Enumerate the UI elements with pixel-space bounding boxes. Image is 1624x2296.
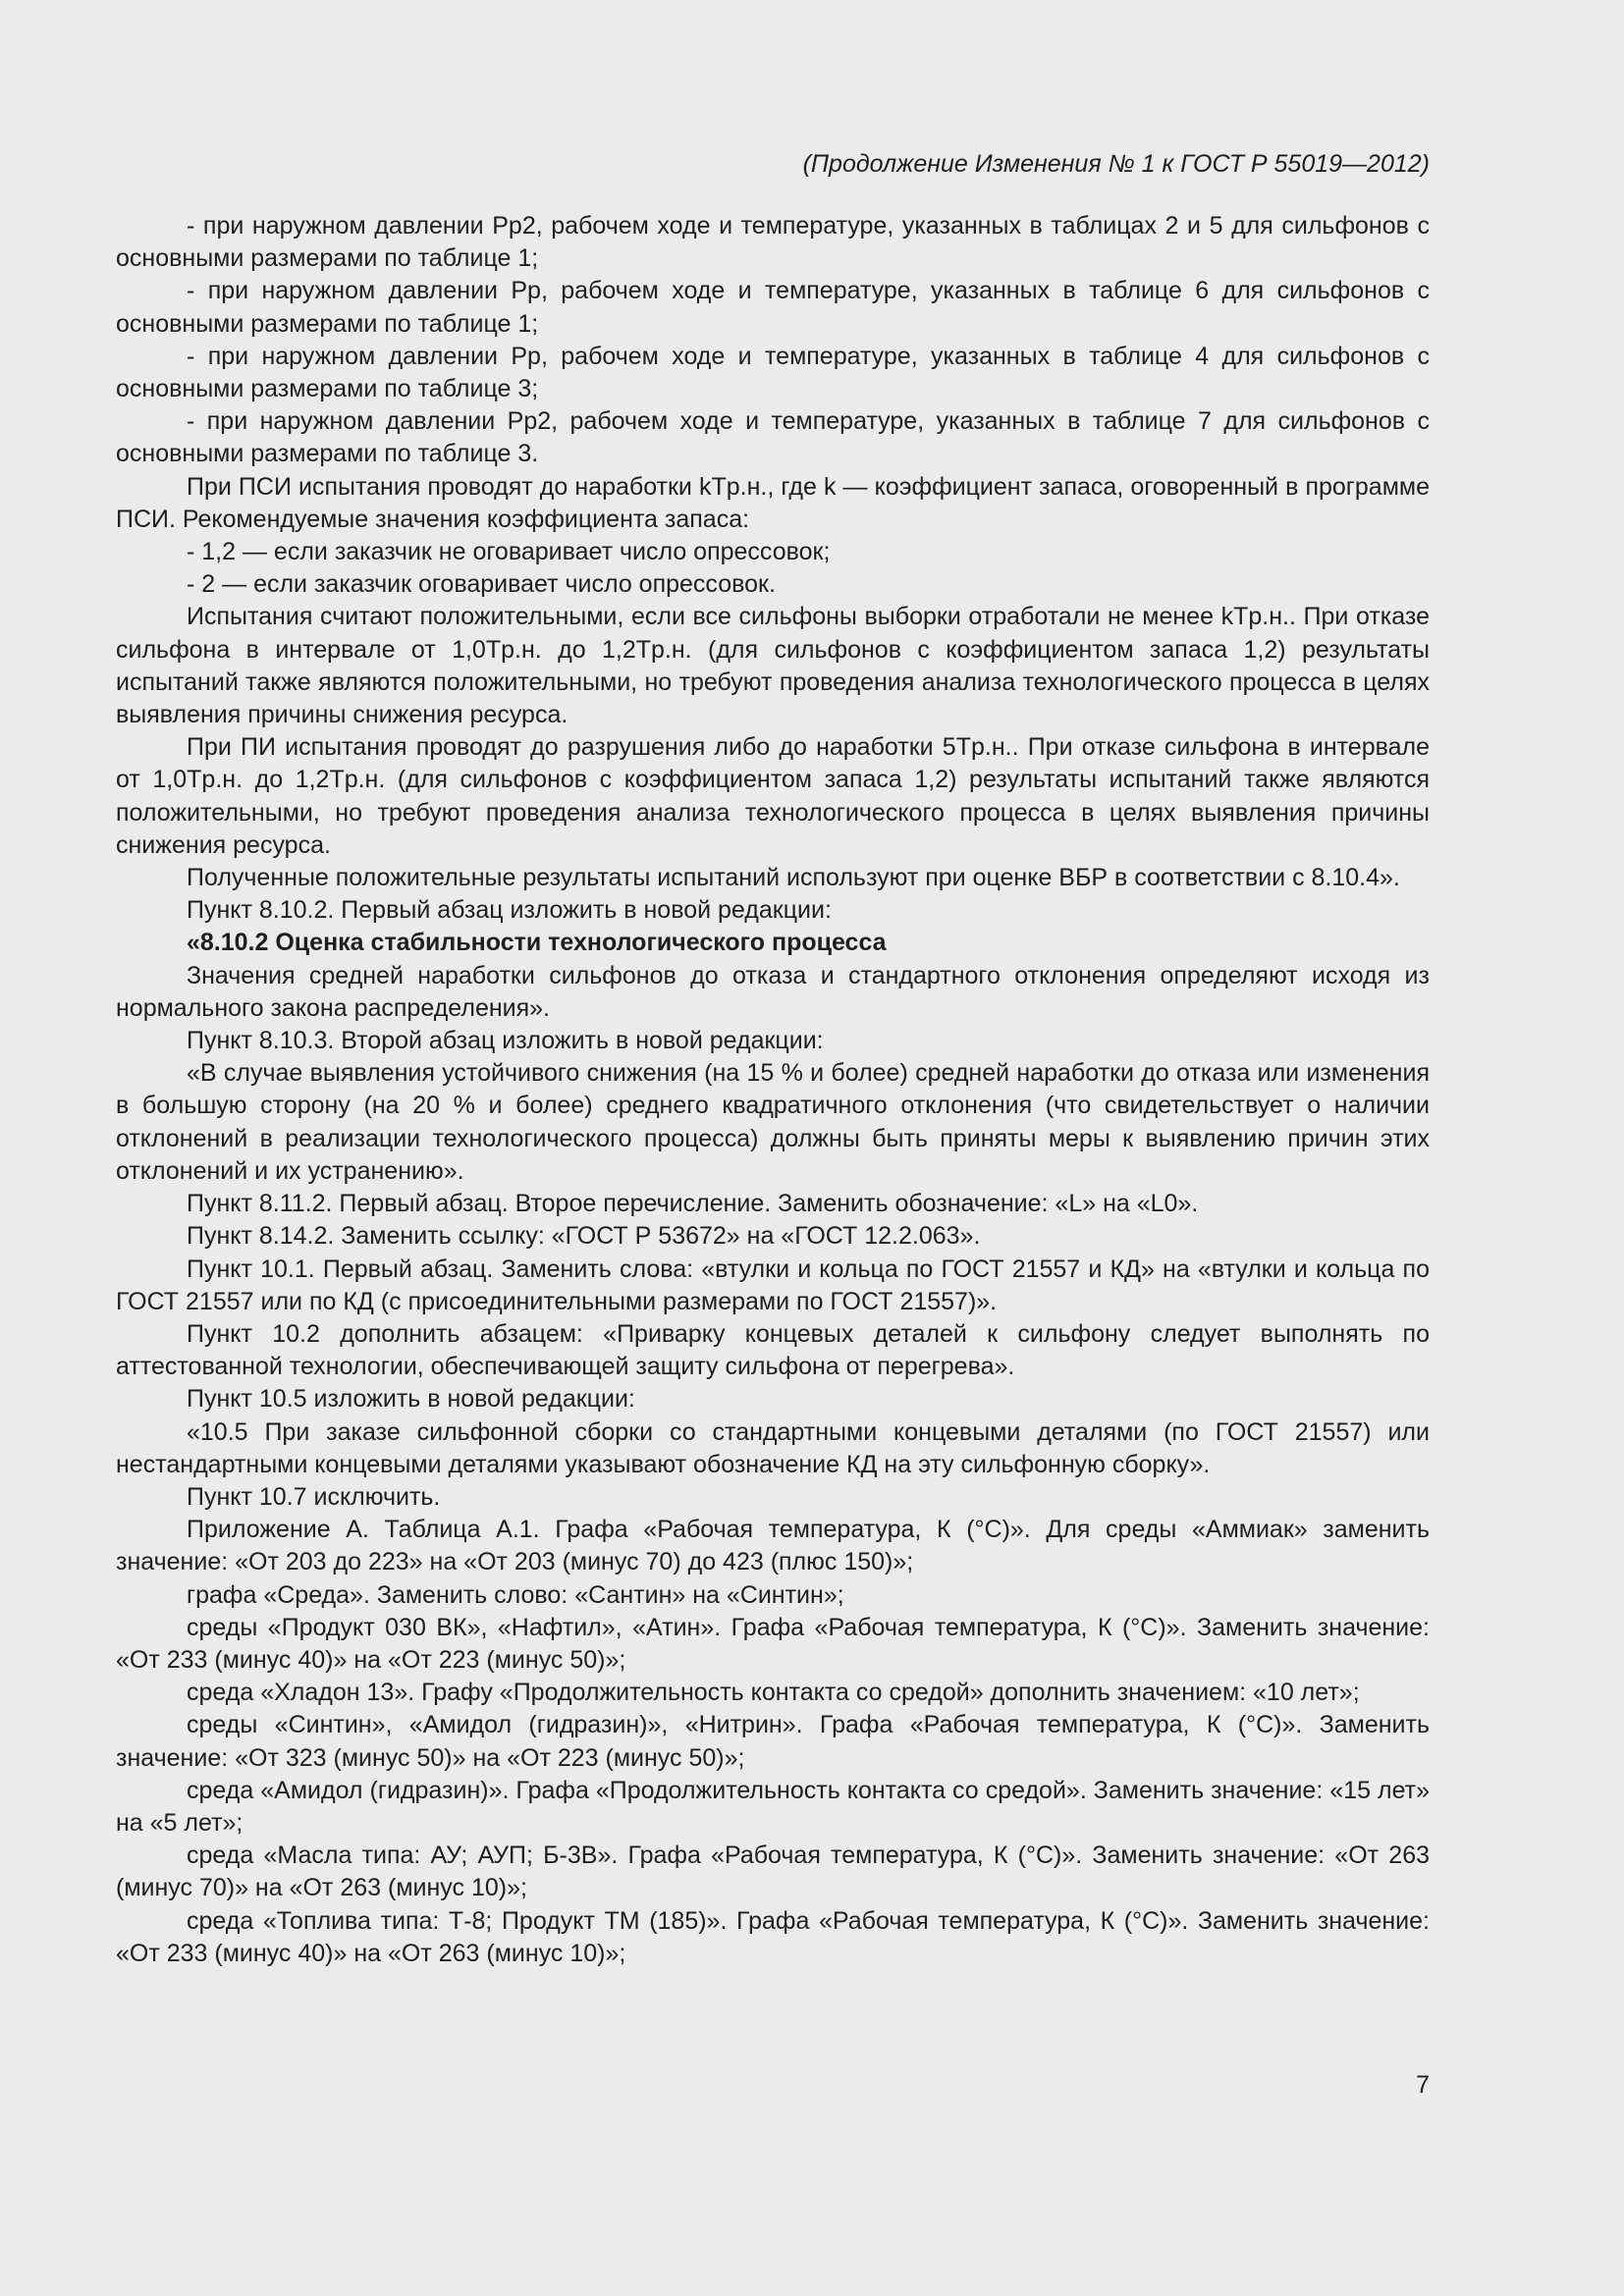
paragraph: - при наружном давлении Pp2, рабочем ходе и температуре, указанных в таблицах 2 и 5 для сильфонов с основными размерами по таблице 1; [116, 212, 1430, 273]
paragraph: - 1,2 — если заказчик не оговаривает число опрессовок; [187, 538, 831, 566]
paragraph: среда «Масла типа: АУ; АУП; Б-3В». Графа «Рабочая температура, К (°С)». Заменить значение: «От 263 (минус 70)» на «От 263 (минус 10)»; [116, 1842, 1430, 1902]
paragraph: - при наружном давлении Pp2, рабочем ходе и температуре, указанных в таблице 7 для сильфонов с основными размерами по таблице 3. [116, 407, 1430, 468]
paragraph: Пункт 8.14.2. Заменить ссылку: «ГОСТ Р 53672» на «ГОСТ 12.2.063». [187, 1222, 981, 1251]
paragraph: Значения средней наработки сильфонов до отказа и стандартного отклонения определяют исходя из нормального закона распределения». [116, 961, 1430, 1022]
paragraph: среды «Продукт 030 ВК», «Нафтил», «Атин». Графа «Рабочая температура, К (°С)». Заменить значение: «От 233 (минус 40)» на «От 223 (минус 50)»; [116, 1613, 1430, 1674]
paragraph: среда «Хладон 13». Графу «Продолжительность контакта со средой» дополнить значением: «10 лет»; [187, 1679, 1360, 1707]
paragraph: Пункт 10.2 дополнить абзацем: «Приварку концевых деталей к сильфону следует выполнять по аттестованной технологии, обеспечивающей защиту сильфона от перегрева». [116, 1319, 1430, 1381]
paragraph: графа «Среда». Заменить слово: «Сантин» на «Синтин»; [187, 1580, 844, 1609]
paragraph: Пункт 8.11.2. Первый абзац. Второе перечисление. Заменить обозначение: «L» на «L0». [187, 1190, 1199, 1218]
paragraph: - при наружном давлении Pp, рабочем ходе и температуре, указанных в таблице 4 для сильфонов с основными размерами по таблице 3; [116, 342, 1430, 403]
paragraph: среды «Синтин», «Амидол (гидразин)», «Нитрин». Графа «Рабочая температура, К (°С)». Заменить значение: «От 323 (минус 50)» на «От 223 (минус 50)»; [116, 1711, 1430, 1772]
running-header: (Продолжение Изменения № 1 к ГОСТ Р 55019—2012) [802, 150, 1430, 178]
paragraph: Пункт 10.7 исключить. [187, 1482, 441, 1511]
paragraph: - 2 — если заказчик оговаривает число опрессовок. [187, 570, 776, 599]
paragraph: Пункт 8.10.3. Второй абзац изложить в новой редакции: [187, 1027, 824, 1055]
paragraph: «В случае выявления устойчивого снижения (на 15 % и более) средней наработки до отказа или изменения в большую сторону (на 20 % и более) среднего квадратичного отклонения (что свидетельствует о наличии отклонений в реализации технологического процесса) должны быть приняты меры к выявлению причин этих отклонений и их устранению». [116, 1059, 1430, 1185]
paragraph: «10.5 При заказе сильфонной сборки со стандартными концевыми деталями (по ГОСТ 21557) или нестандартными концевыми деталями указывают обозначение КД на эту сильфонную сборку». [116, 1417, 1430, 1478]
paragraph: Испытания считают положительными, если все сильфоны выборки отработали не менее kTр.н.. При отказе сильфона в интервале от 1,0Tр.н. до 1,2Tр.н. (для сильфонов с коэффициентом запаса 1,2) результаты испытаний также являются положительными, но требуют проведения анализа технологического процесса в целях выявления причины снижения ресурса. [116, 603, 1430, 729]
section-heading: «8.10.2 Оценка стабильности технологического процесса [187, 929, 887, 957]
paragraph: При ПИ испытания проводят до разрушения либо до наработки 5Tр.н.. При отказе сильфона в интервале от 1,0Tр.н. до 1,2Tр.н. (для сильфонов с коэффициентом запаса 1,2) результаты испытаний также являются положительными, но требуют проведения анализа технологического процесса в целях выявления причины снижения ресурса. [116, 733, 1430, 859]
paragraph: При ПСИ испытания проводят до наработки kTр.н., где k — коэффициент запаса, оговоренный в программе ПСИ. Рекомендуемые значения коэффициента запаса: [116, 472, 1430, 533]
paragraph: среда «Амидол (гидразин)». Графа «Продолжительность контакта со средой». Заменить значение: «15 лет» на «5 лет»; [116, 1776, 1430, 1837]
body-text [116, 210, 1430, 1970]
paragraph: Пункт 10.1. Первый абзац. Заменить слова: «втулки и кольца по ГОСТ 21557 и КД» на «втулки и кольца по ГОСТ 21557 или по КД (с присоединительными размерами по ГОСТ 21557)». [116, 1255, 1430, 1315]
paragraph: Полученные положительные результаты испытаний используют при оценке ВБР в соответствии с 8.10.4». [187, 864, 1400, 892]
page-number: 7 [1416, 2071, 1430, 2099]
paragraph: Пункт 10.5 изложить в новой редакции: [187, 1385, 635, 1414]
paragraph: Пункт 8.10.2. Первый абзац изложить в новой редакции: [187, 896, 832, 925]
paragraph: - при наружном давлении Pp, рабочем ходе и температуре, указанных в таблице 6 для сильфонов с основными размерами по таблице 1; [116, 277, 1430, 338]
paragraph: среда «Топлива типа: Т-8; Продукт ТМ (185)». Графа «Рабочая температура, К (°С)». Заменить значение: «От 233 (минус 40)» на «От 263 (минус 10)»; [116, 1906, 1430, 1967]
paragraph: Приложение А. Таблица А.1. Графа «Рабочая температура, К (°С)». Для среды «Аммиак» заменить значение: «От 203 до 223» на «От 203 (минус 70) до 423 (плюс 150)»; [116, 1516, 1430, 1576]
